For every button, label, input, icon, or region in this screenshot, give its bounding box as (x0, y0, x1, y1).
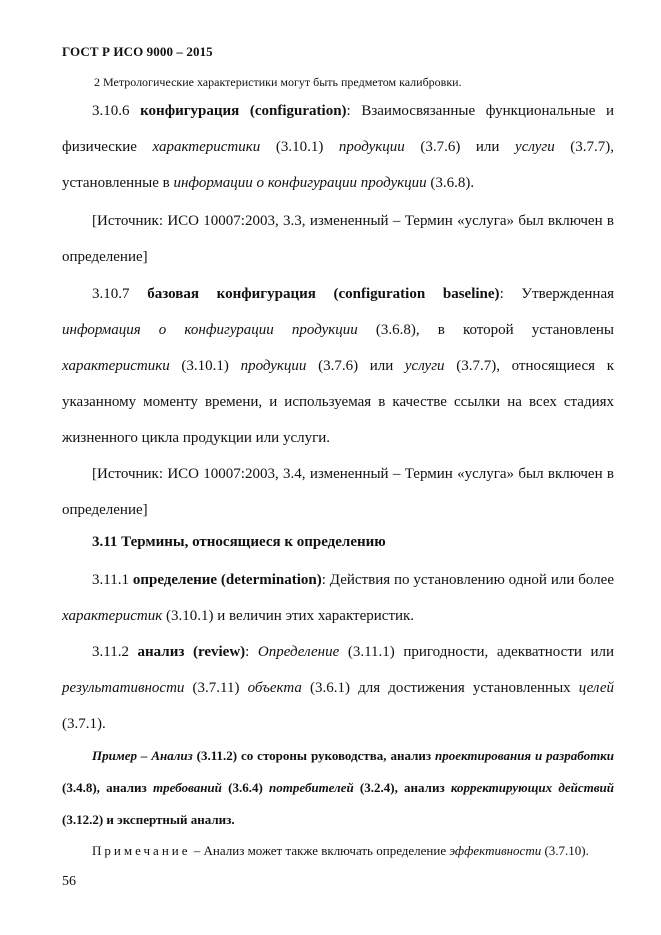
text-run: : (245, 644, 258, 660)
text-run: – Анализ может также включать определение (190, 843, 450, 858)
term-title: анализ (review) (137, 644, 246, 660)
term-ref: продукции (338, 139, 405, 155)
term-ref: продукции (240, 358, 307, 374)
source-note-1: [Источник: ИСО 10007:2003, 3.3, измененный – Термин «услуга» был включен в определение] (62, 213, 614, 265)
text-run: (3.6.1) для достижения установленных (301, 680, 579, 696)
term-3-10-6 (62, 93, 614, 201)
text-run: : Действия по установлению одной или более (321, 572, 614, 588)
example-label: Пример – Анализ (92, 748, 193, 763)
term-ref: объекта (247, 680, 302, 696)
remark-label: Примечание (92, 843, 191, 858)
term-ref: эффективности (449, 843, 542, 858)
section-heading: 3.11 Термины, относящиеся к определению (92, 534, 386, 550)
term-ref: целей (578, 680, 614, 696)
text-run: (3.11.2) со стороны руководства, анализ (192, 748, 435, 763)
text-run: (3.10.1) и величин этих характеристик. (162, 608, 415, 624)
term-ref: характеристик (62, 608, 163, 624)
text-run: (3.4.8), анализ (62, 780, 153, 795)
text-run: (3.7.10). (541, 843, 589, 858)
text-run: (3.7.6) или (404, 139, 516, 155)
note-metrology: 2 Метрологические характеристики могут быть предметом калибровки. (94, 75, 462, 89)
text-run: (3.10.1) (169, 358, 241, 374)
text-run: : Взаимосвязанные функциональные и физические (62, 103, 614, 155)
text-run: (3.7.6) или (306, 358, 405, 374)
term-ref: характеристики (152, 139, 261, 155)
term-ref: Определение (257, 644, 340, 660)
remark-note (92, 843, 589, 859)
term-ref: информация о конфигурации продукции (62, 322, 358, 338)
term-number: 3.10.6 (92, 103, 130, 119)
page-header: ГОСТ Р ИСО 9000 – 2015 (62, 44, 213, 59)
text-run: (3.12.2) и экспертный анализ. (62, 812, 235, 827)
text-run: (3.11.1) пригодности, адекватности или (339, 644, 615, 660)
term-ref: результативности (62, 680, 185, 696)
term-title: базовая конфигурация (configuration baseline) (147, 286, 500, 302)
text-run: (3.10.1) (260, 139, 339, 155)
term-ref: услуги (515, 139, 555, 155)
term-title: определение (determination) (132, 572, 322, 588)
text-run: (3.7.7), установленные в (62, 139, 615, 191)
term-ref: потребителей (269, 780, 354, 795)
term-3-10-7 (62, 276, 614, 456)
text-run: (3.6.4) (221, 780, 269, 795)
page-number: 56 (62, 874, 76, 889)
term-title: конфигурация (configuration) (140, 103, 347, 119)
term-number: 3.11.2 (92, 644, 129, 660)
text-run: (3.7.1). (62, 716, 106, 732)
term-3-11-1 (62, 562, 614, 634)
text-run: (3.2.4), анализ (353, 780, 451, 795)
term-ref: услуги (404, 358, 445, 374)
text-run: (3.6.8). (426, 175, 475, 191)
term-ref: требований (152, 780, 222, 795)
text-run: (3.7.7), относящиеся к указанному моменту времени, и используемая в качестве ссылки на всех стадиях жизненного цикла продукции или услуги. (62, 358, 614, 446)
term-number: 3.10.7 (92, 286, 130, 302)
term-3-11-2 (62, 634, 614, 742)
term-ref: корректирующих действий (450, 780, 614, 795)
source-note-2: [Источник: ИСО 10007:2003, 3.4, измененный – Термин «услуга» был включен в определение] (62, 466, 614, 518)
term-ref: информации о конфигурации продукции (173, 175, 427, 191)
term-number: 3.11.1 (92, 572, 129, 588)
term-ref: проектирования и разработки (435, 748, 614, 763)
text-run: (3.7.11) (184, 680, 248, 696)
text-run: (3.6.8), в которой установлены (357, 322, 615, 338)
text-run: : Утвержденная (499, 286, 615, 302)
example-paragraph (62, 740, 614, 836)
term-ref: характеристики (62, 358, 170, 374)
